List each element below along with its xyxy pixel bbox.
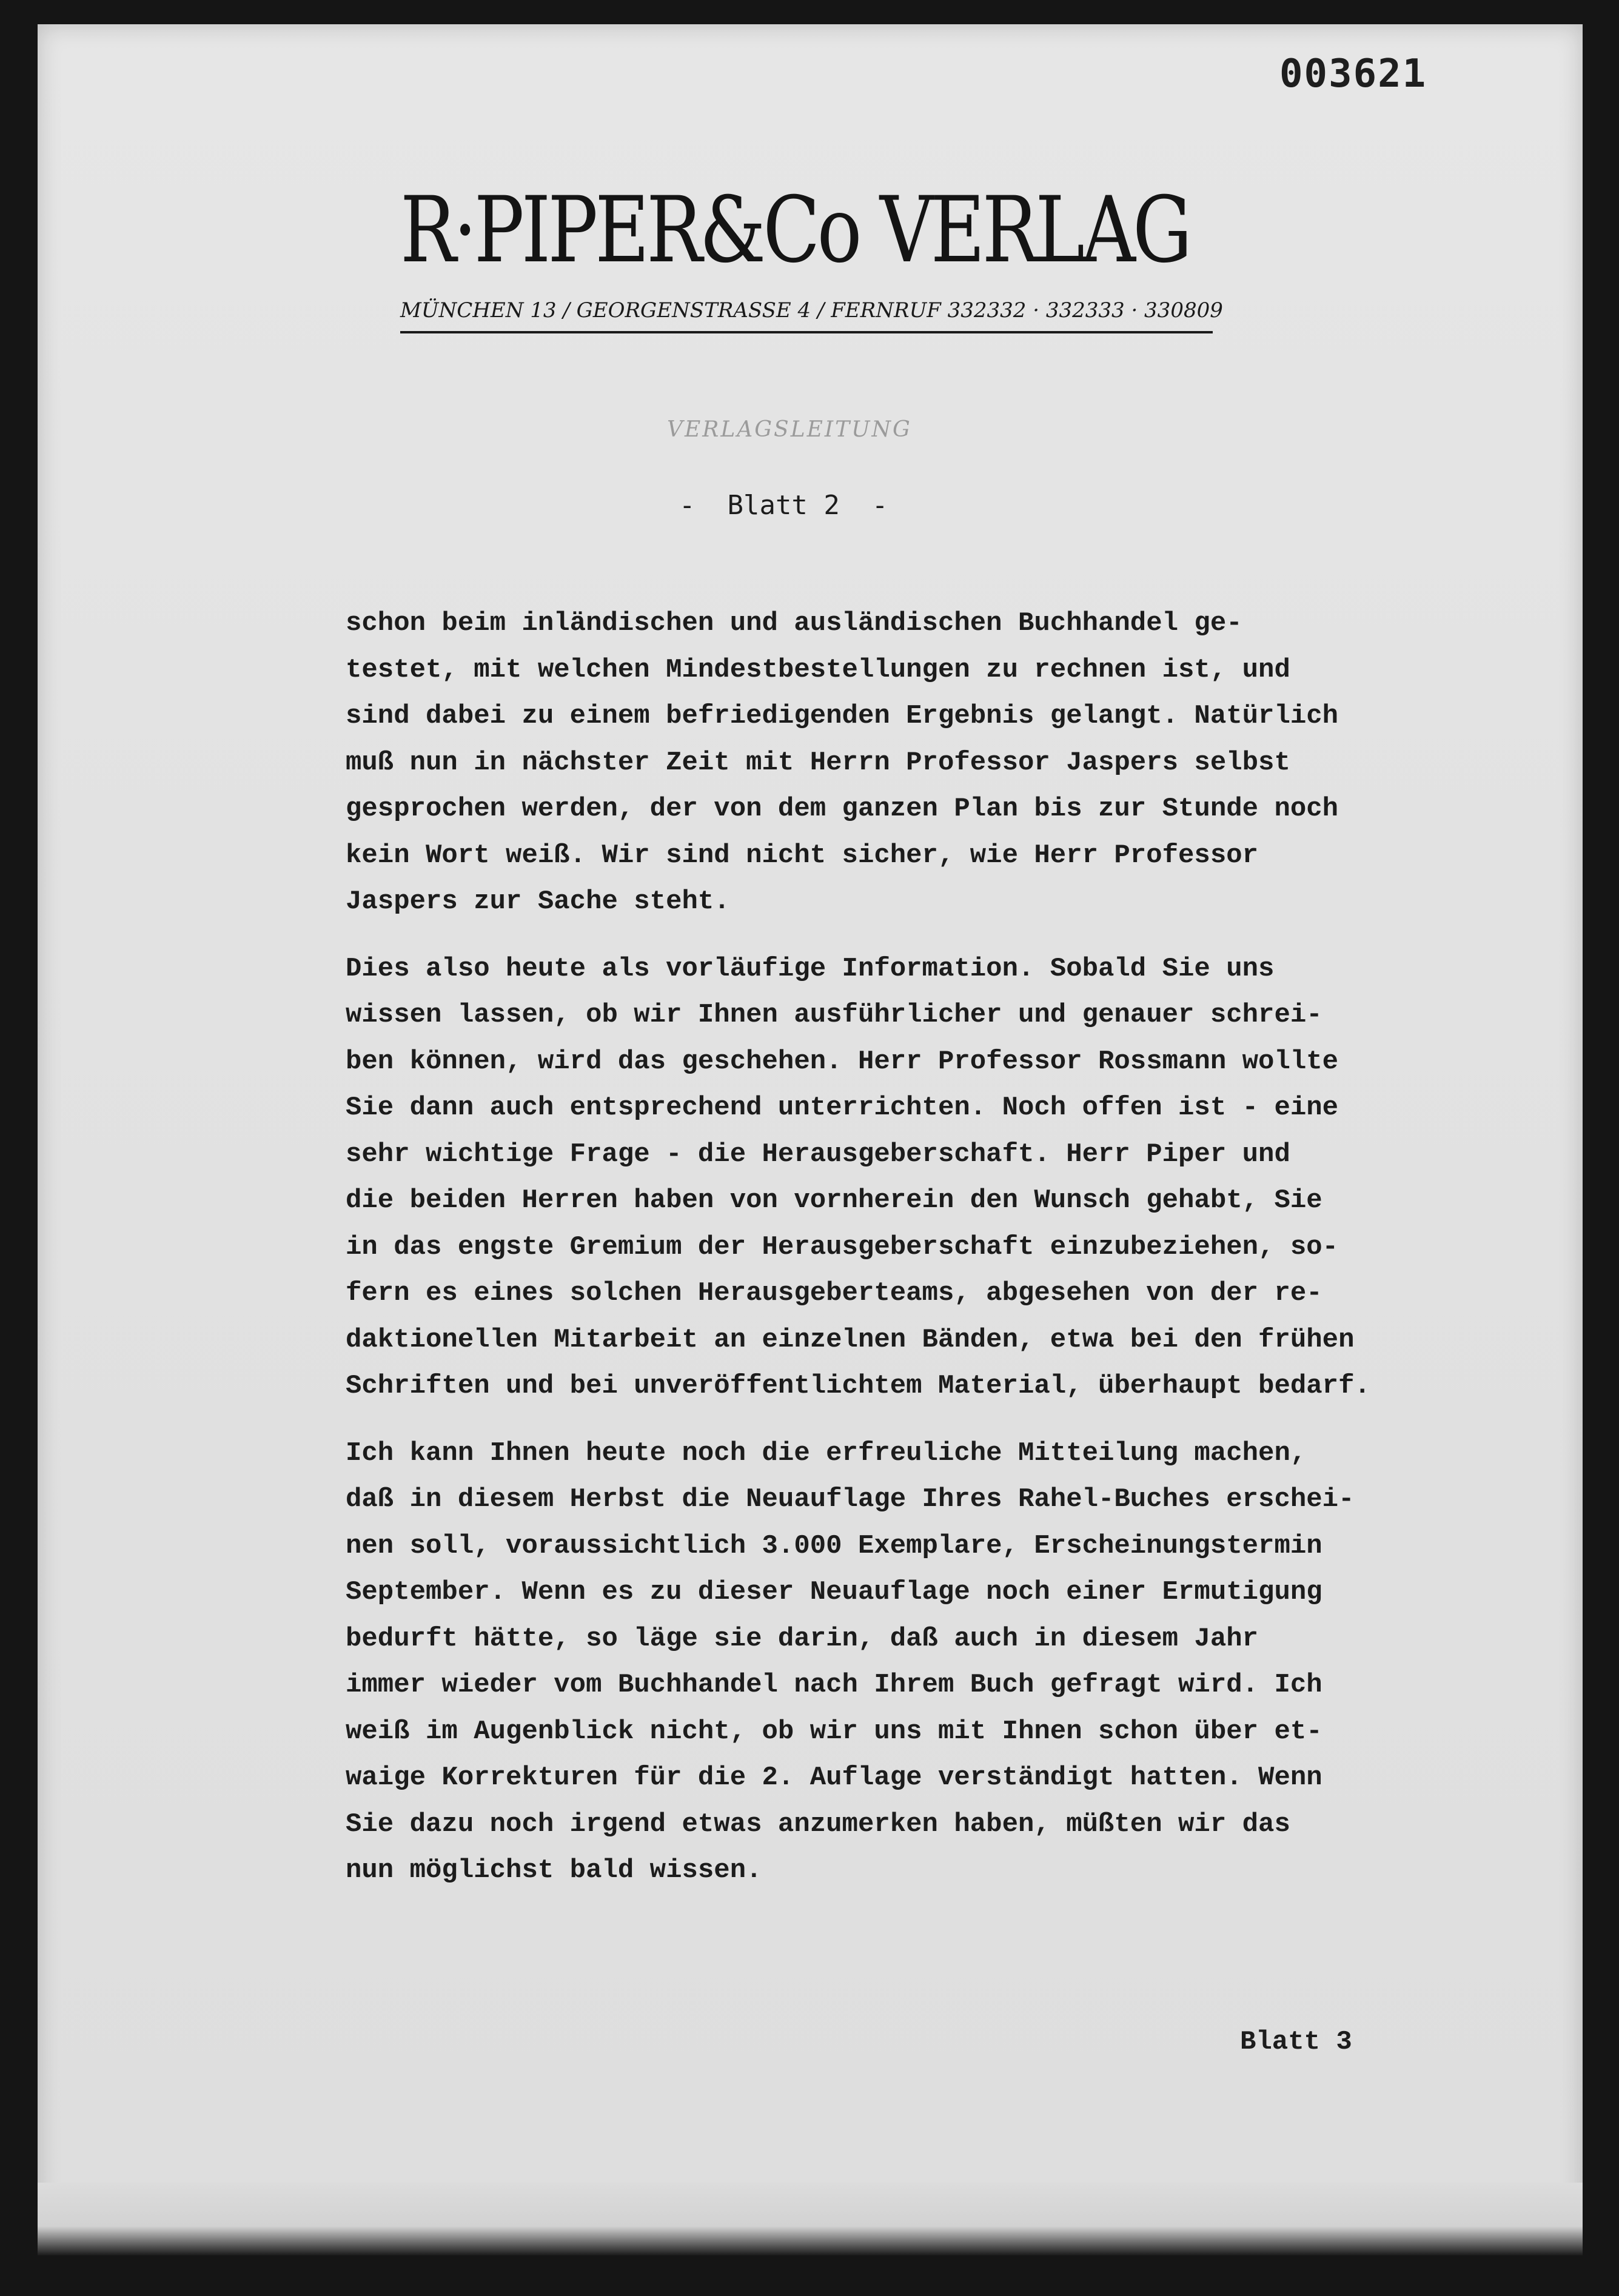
text-line: schon beim inländischen und ausländischen Buchhandel ge- [346, 608, 1242, 638]
text-line: Dies also heute als vorläufige Information. Sobald Sie uns [346, 953, 1275, 984]
text-line: fern es eines solchen Herausgeberteams, abgesehen von der re- [346, 1278, 1322, 1308]
text-line: in das engste Gremium der Herausgeberschaft einzubeziehen, so- [346, 1231, 1339, 1262]
text-line: die beiden Herren haben von vornherein den Wunsch gehabt, Sie [346, 1185, 1322, 1216]
text-line: immer wieder vom Buchhandel nach Ihrem Buch gefragt wird. Ich [346, 1670, 1322, 1700]
department-label: VERLAGSLEITUNG [667, 417, 912, 442]
text-line: weiß im Augenblick nicht, ob wir uns mit Ihnen schon über et- [346, 1716, 1322, 1747]
paragraph-2 [346, 946, 1589, 1410]
text-line: Ich kann Ihnen heute noch die erfreuliche Mitteilung machen, [346, 1438, 1307, 1468]
text-line: Sie dazu noch irgend etwas anzumerken haben, müßten wir das [346, 1809, 1290, 1839]
text-line: Jaspers zur Sache steht. [346, 886, 730, 917]
page-marker: - Blatt 2 - [679, 490, 888, 521]
text-line: nun möglichst bald wissen. [346, 1855, 762, 1886]
publisher-address: MÜNCHEN 13 / GEORGENSTRASSE 4 / FERNRUF 332332 · 332333 · 330809 [400, 298, 1213, 333]
paragraph-1 [346, 600, 1589, 925]
letterhead [400, 178, 1225, 333]
text-line: muß nun in nächster Zeit mit Herrn Professor Jaspers selbst [346, 747, 1290, 778]
archive-number: 003621 [1279, 52, 1427, 96]
text-line: September. Wenn es zu dieser Neuauflage noch einer Ermutigung [346, 1577, 1322, 1607]
text-line: bedurft hätte, so läge sie darin, daß auch in diesem Jahr [346, 1623, 1259, 1654]
text-line: testet, mit welchen Mindestbestellungen zu rechnen ist, und [346, 654, 1290, 685]
text-line: kein Wort weiß. Wir sind nicht sicher, wie Herr Professor [346, 840, 1259, 871]
torn-page-edge [38, 2183, 1583, 2255]
text-line: nen soll, voraussichtlich 3.000 Exemplare, Erscheinungstermin [346, 1530, 1322, 1561]
text-line: sehr wichtige Frage - die Herausgeberschaft. Herr Piper und [346, 1139, 1290, 1170]
text-line: daß in diesem Herbst die Neuauflage Ihres Rahel-Buches erschei- [346, 1484, 1355, 1514]
paragraph-3 [346, 1430, 1589, 1894]
text-line: Sie dann auch entsprechend unterrichten. Noch offen ist - eine [346, 1093, 1339, 1123]
text-line: wissen lassen, ob wir Ihnen ausführlicher und genauer schrei- [346, 1000, 1322, 1030]
text-line: daktionellen Mitarbeit an einzelnen Bänden, etwa bei den frühen [346, 1324, 1355, 1355]
text-line: waige Korrekturen für die 2. Auflage verständigt hatten. Wenn [346, 1762, 1322, 1793]
text-line: ben können, wird das geschehen. Herr Professor Rossmann wollte [346, 1046, 1339, 1077]
text-line: gesprochen werden, der von dem ganzen Plan bis zur Stunde noch [346, 794, 1339, 824]
publisher-logo: R·PIPER&Co VERLAG [400, 178, 1190, 283]
letter-body [346, 600, 1589, 1915]
next-page-marker: Blatt 3 [1240, 2027, 1352, 2057]
text-line: Schriften und bei unveröffentlichtem Material, überhaupt bedarf. [346, 1371, 1370, 1401]
text-line: sind dabei zu einem befriedigenden Ergebnis gelangt. Natürlich [346, 701, 1339, 731]
